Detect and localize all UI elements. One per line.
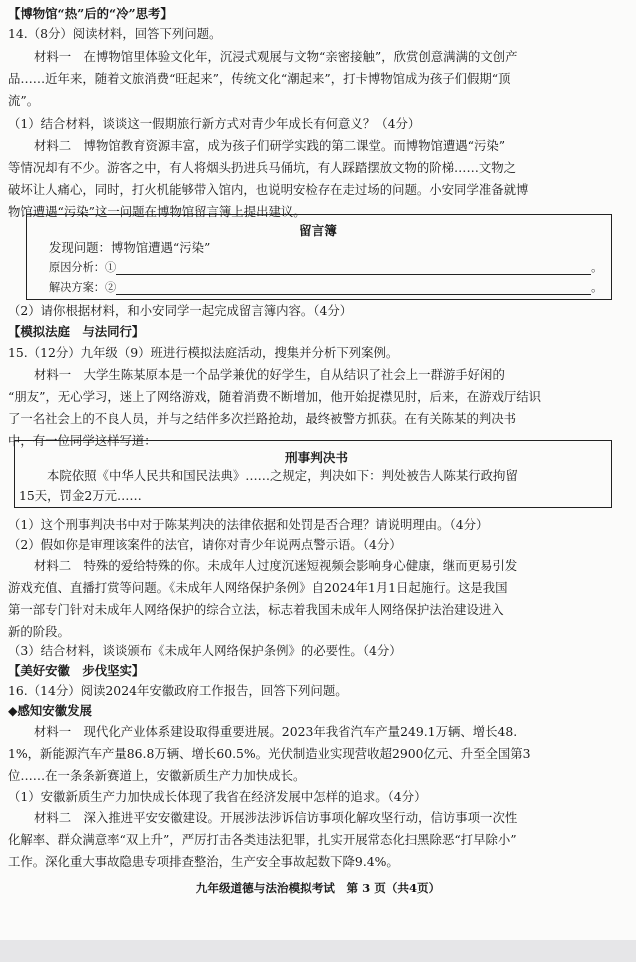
verdict-line: 15天，罚金2万元…… (19, 488, 142, 503)
page-footer: 九年级道德与法治模拟考试 第 3 页（共4页） (195, 881, 441, 895)
section-heading-museum: 【博物馆“热”后的“冷”思考】 (8, 6, 173, 21)
material-4-line: 新的阶段。 (8, 624, 70, 639)
question-15-heading: 15.（12分）九年级（9）班进行模拟法庭活动，搜集并分析下列案例。 (8, 345, 399, 360)
cause-answer-line[interactable] (116, 261, 591, 275)
guestbook-box (26, 214, 612, 300)
guestbook-cause-label: 原因分析：① (49, 261, 117, 274)
section-heading-court: 【模拟法庭 与法同行】 (8, 324, 145, 339)
question-16-heading: 16.（14分）阅读2024年安徽政府工作报告，回答下列问题。 (8, 683, 348, 698)
guestbook-cause: 原因分析：① 。 (49, 261, 603, 274)
material-4-line: 第一部专门针对未成年人网络保护的综合立法，标志着我国未成年人网络保护法治建设进入 (8, 602, 504, 617)
section-heading-anhui: 【美好安徽 步伐坚实】 (8, 663, 145, 678)
question-15-3: （3）结合材料，谈谈颁布《未成年人网络保护条例》的必要性。（4分） (8, 643, 402, 658)
question-14-heading: 14.（8分）阅读材料，回答下列问题。 (8, 26, 222, 41)
material-3-line: “朋友”，无心学习，迷上了网络游戏，随着消费不断增加，他开始捉襟见肘，后来，在游戏厅结识 (8, 389, 542, 404)
material-2-line: 材料二 博物馆教育资源丰富，成为孩子们研学实践的第二课堂。而博物馆遭遇“污染” (34, 138, 506, 153)
guestbook-title: 留言簿 (299, 223, 337, 238)
question-14-2: （2）请你根据材料，和小安同学一起完成留言簿内容。（4分） (8, 303, 353, 318)
verdict-line: 本院依照《中华人民共和国民法典》……之规定，判决如下：判处被告人陈某行政拘留 (47, 468, 518, 483)
material-2-line: 物馆遭遇“污染”这一问题在博物馆留言簿上提出建议。 (8, 204, 306, 219)
question-14-1: （1）结合材料，谈谈这一假期旅行新方式对青少年成长有何意义？（4分） (8, 116, 421, 131)
guestbook-issue: 发现问题：博物馆遭遇“污染” (49, 240, 211, 255)
material-3-line: 材料一 大学生陈某原本是一个品学兼优的好学生，自从结识了社会上一群游手好闲的 (34, 367, 505, 382)
material-3-line: 中，有一位同学这样写道： (8, 433, 157, 448)
question-15-2: （2）假如你是审理该案件的法官，请你对青少年说两点警示语。（4分） (8, 537, 402, 552)
material-2-line: 等情况却有不少。游客之中，有人将烟头扔进兵马俑坑，有人踩踏摆放文物的阶梯……文物之 (8, 160, 517, 175)
material-6-line: 工作。深化重大事故隐患专项排查整治，生产安全事故起数下降9.4%。 (8, 854, 399, 869)
guestbook-solution-label: 解决方案：② (49, 281, 117, 294)
material-5-line: 1%，新能源汽车产量86.8万辆、增长60.5%。光伏制造业实现营收超2900亿元、升至全国第3 (8, 746, 531, 761)
material-1-line: 材料一 在博物馆里体验文化年，沉浸式观展与文物“亲密接触”，欣赏创意满满的文创产 (34, 49, 518, 64)
material-2-line: 破坏让人痛心，同时，打火机能够带入馆内，也说明安检存在走过场的问题。小安同学准备就博 (8, 182, 529, 197)
material-5-line: 材料一 现代化产业体系建设取得重要进展。2023年我省汽车产量249.1万辆、增长48. (34, 724, 518, 739)
material-1-line: 品……近年来，随着文旅消费“旺起来”，传统文化“潮起来”，打卡博物馆成为孩子们假期“顶 (8, 71, 511, 86)
subheading-anhui-development: ◆感知安徽发展 (8, 703, 92, 718)
solution-answer-line[interactable] (116, 281, 591, 295)
material-3-line: 了一名社会上的不良人员，并与之结伴多次拦路抢劫，最终被警方抓获。在有关陈某的判决书 (8, 411, 517, 426)
question-15-1: （1）这个刑事判决书中对于陈某判决的法律依据和处罚是否合理？请说明理由。（4分） (8, 517, 489, 532)
material-4-line: 材料二 特殊的爱给特殊的你。未成年人过度沉迷短视频会影响身心健康，继而更易引发 (34, 558, 518, 573)
verdict-title: 刑事判决书 (285, 450, 348, 465)
viewer-bottom-bar (0, 940, 636, 962)
question-16-1: （1）安徽新质生产力加快成长体现了我省在经济发展中怎样的追求。（4分） (8, 789, 427, 804)
material-6-line: 材料二 深入推进平安安徽建设。开展涉法涉诉信访事项化解攻坚行动，信访事项一次性 (34, 810, 518, 825)
material-6-line: 化解率、群众满意率“双上升”，严厉打击各类违法犯罪，扎实开展常态化扫黑除恶“打早除小” (8, 832, 517, 847)
guestbook-solution: 解决方案：② 。 (49, 281, 603, 294)
material-4-line: 游戏充值、直播打赏等问题。《未成年人网络保护条例》自2024年1月1日起施行。这是我国 (8, 580, 508, 595)
verdict-box (14, 440, 612, 508)
material-5-line: 位……在一条条新赛道上，安徽新质生产力加快成长。 (8, 768, 306, 783)
material-1-line: 流”。 (8, 93, 40, 108)
